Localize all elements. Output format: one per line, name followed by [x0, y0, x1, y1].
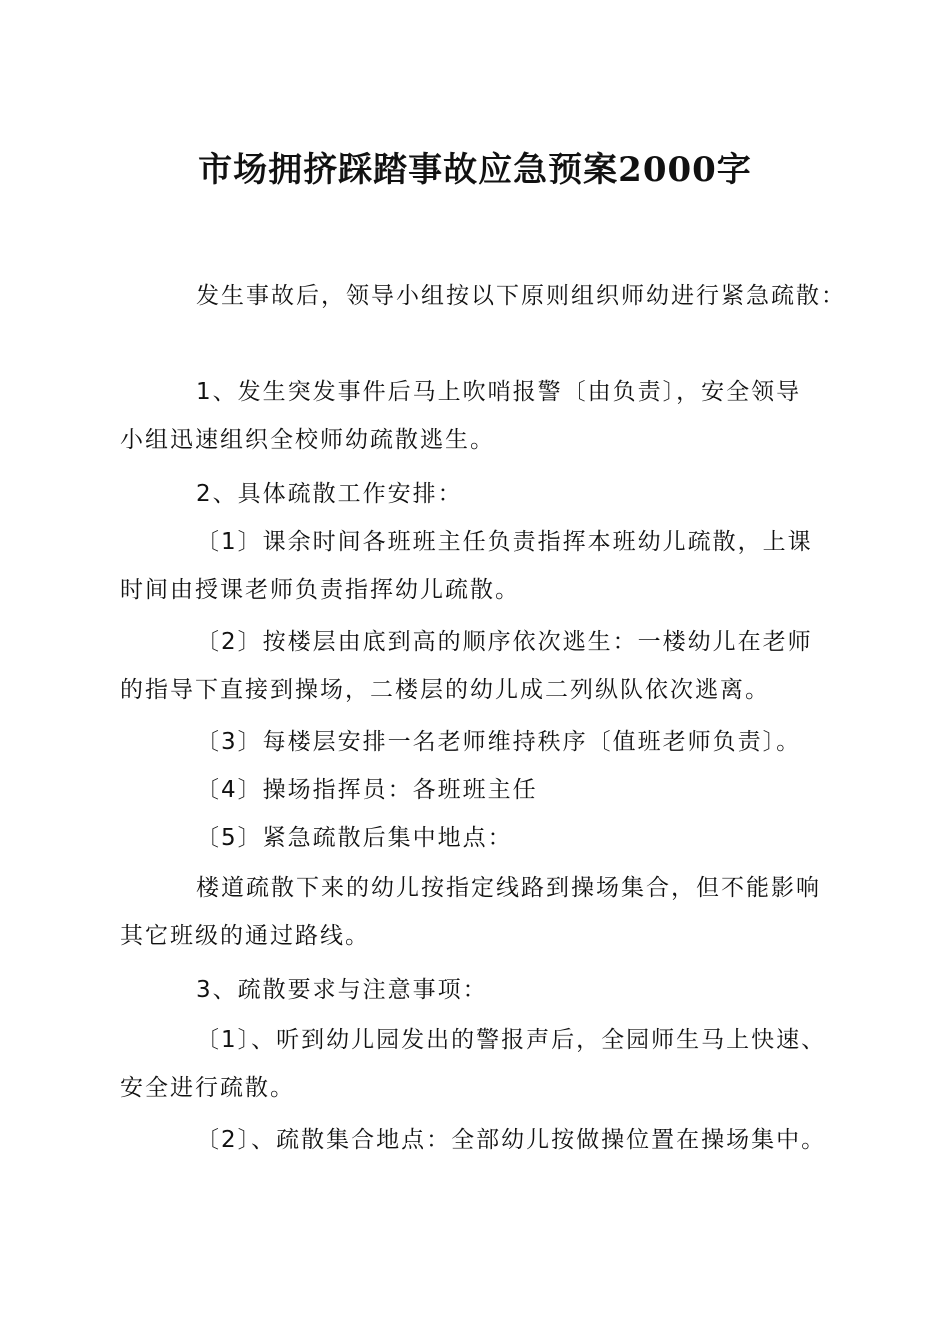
- paragraph-line: 时间由授课老师负责指挥幼儿疏散。: [120, 577, 520, 603]
- paragraph-subitem-2: [120, 618, 840, 714]
- paragraph-requirement-2: [120, 1116, 840, 1164]
- paragraph-line: 〔3〕每楼层安排一名老师维持秩序〔值班老师负责〕。: [196, 729, 802, 755]
- paragraph-line: 〔2〕按楼层由底到高的顺序依次逃生：一楼幼儿在老师: [196, 629, 813, 655]
- paragraph-subitem-5: [120, 814, 840, 862]
- paragraph-line: 〔1〕、听到幼儿园发出的警报声后，全园师生马上快速、: [196, 1027, 827, 1053]
- paragraph-line: 〔4〕操场指挥员：各班班主任: [196, 777, 538, 803]
- paragraph-line: 〔5〕紧急疏散后集中地点：: [196, 825, 513, 851]
- paragraph-line: 2、具体疏散工作安排：: [196, 481, 463, 507]
- paragraph-line: 〔2〕、疏散集合地点：全部幼儿按做操位置在操场集中。: [196, 1127, 827, 1153]
- paragraph-line: 发生事故后，领导小组按以下原则组织师幼进行紧急疏散：: [196, 283, 846, 309]
- document-title: 市场拥挤踩踏事故应急预案2000字: [198, 150, 752, 190]
- paragraph-subitem-1: [120, 518, 840, 614]
- paragraph-line: 的指导下直接到操场，二楼层的幼儿成二列纵队依次逃离。: [120, 677, 770, 703]
- paragraph-assembly: [120, 864, 840, 960]
- paragraph-subitem-3: [120, 718, 840, 766]
- paragraph-item-3: [120, 966, 840, 1014]
- paragraph-line: 〔1〕课余时间各班班主任负责指挥本班幼儿疏散，上课: [196, 529, 813, 555]
- paragraph-subitem-4: [120, 766, 840, 814]
- paragraph-line: 3、疏散要求与注意事项：: [196, 977, 488, 1003]
- paragraph-requirement-1: [120, 1016, 840, 1112]
- paragraph-intro: [120, 272, 846, 320]
- paragraph-item-2: [120, 470, 840, 518]
- paragraph-line: 安全进行疏散。: [120, 1075, 295, 1101]
- paragraph-line: 其它班级的通过路线。: [120, 923, 370, 949]
- paragraph-line: 1、发生突发事件后马上吹哨报警〔由负责〕，安全领导: [196, 379, 802, 405]
- paragraph-line: 小组迅速组织全校师幼疏散逃生。: [120, 427, 495, 453]
- paragraph-line: 楼道疏散下来的幼儿按指定线路到操场集合，但不能影响: [196, 875, 821, 901]
- paragraph-item-1: [120, 368, 840, 464]
